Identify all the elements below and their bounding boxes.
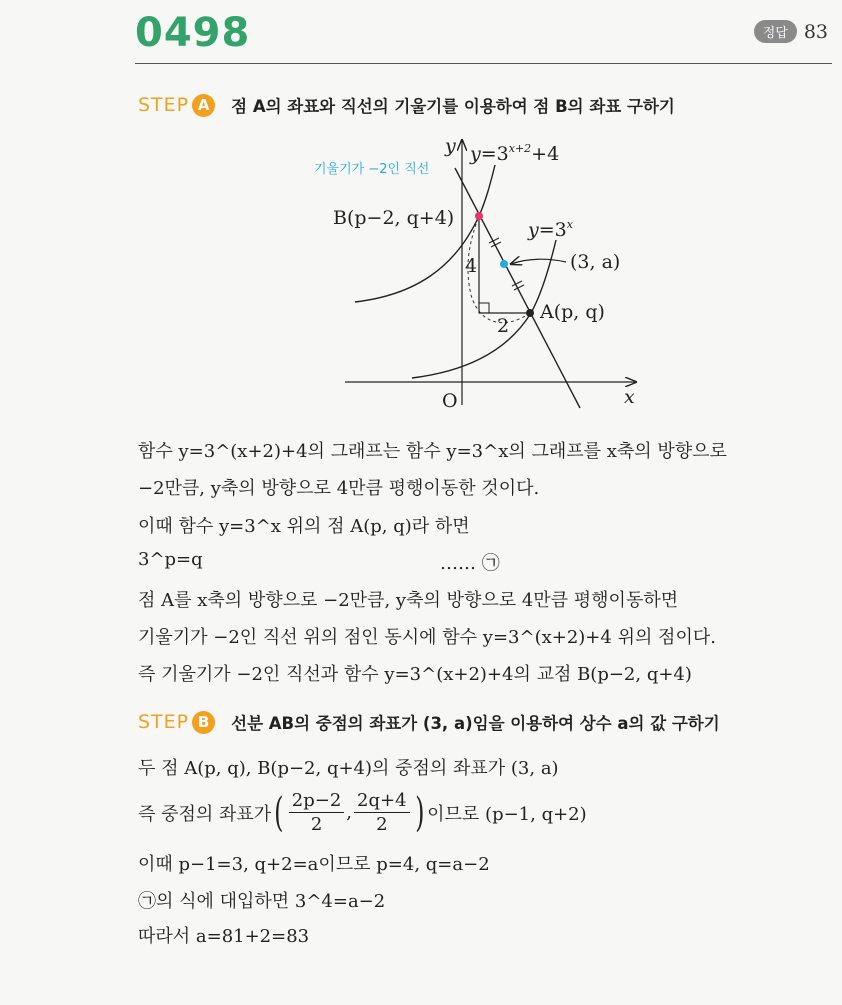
step-b-title: 선분 AB의 중점의 좌표가 (3, a)임을 이용하여 상수 a의 값 구하기 — [231, 714, 720, 733]
solution-line-2 — [138, 790, 587, 835]
fraction-1-denominator: 2 — [310, 814, 323, 835]
answer-value: 83 — [803, 20, 828, 43]
curve-lower — [412, 240, 556, 378]
fraction-1-numerator: 2p−2 — [289, 790, 345, 813]
fraction-2-numerator: 2q+4 — [354, 790, 410, 813]
right-angle-mark — [479, 303, 489, 313]
step-a-badge: A — [192, 94, 215, 117]
fraction-2-denominator: 2 — [376, 814, 388, 835]
left-paren: ( — [274, 789, 284, 836]
curve-lower-label: $y=3^x$ — [528, 218, 573, 241]
solution-line-1: 두 점 A(p, q), B(p−2, q+4)의 중점의 좌표가 (3, a) — [138, 758, 559, 779]
midpoint-arrow — [511, 259, 566, 264]
problem-number: 0498 — [135, 10, 251, 56]
curve-upper-label: $y=3^{x+2}+4$ — [470, 142, 560, 165]
explanation-line-3: 이때 함수 y=3^x 위의 점 A(p, q)라 하면 — [138, 516, 470, 537]
step-a-title: 점 A의 좌표와 직선의 기울기를 이용하여 점 B의 좌표 구하기 — [231, 97, 675, 116]
explanation-line-1: 함수 y=3^(x+2)+4의 그래프는 함수 y=3^x의 그래프를 x축의 방향으로 — [138, 441, 727, 462]
curve-upper — [355, 165, 495, 302]
solution-line-4: ㉠의 식에 대입하면 3^4=a−2 — [138, 891, 386, 912]
equation-1: 3^p=q — [138, 549, 203, 570]
run-label: 2 — [497, 315, 510, 337]
step-b-badge: B — [192, 711, 215, 734]
solution-line-2-prefix: 즉 중점의 좌표가 — [138, 803, 272, 825]
explanation-line-7: 즉 기울기가 −2인 직선과 함수 y=3^(x+2)+4의 교점 B(p−2, q+4) — [138, 664, 692, 685]
translation-path — [468, 216, 530, 323]
solution-line-3: 이때 p−1=3, q+2=a이므로 p=4, q=a−2 — [138, 854, 490, 875]
rise-label: 4 — [465, 255, 478, 277]
point-a-dot — [526, 309, 534, 317]
equation-1-ref: …… ㉠ — [440, 553, 500, 574]
point-a-label: A(p, q) — [540, 301, 605, 323]
step-b-word: STEP — [138, 711, 190, 733]
fraction-comma: , — [346, 802, 353, 823]
explanation-line-5: 점 A를 x축의 방향으로 −2만큼, y축의 방향으로 4만큼 평행이동하면 — [138, 590, 679, 611]
point-b-label: B(p−2, q+4) — [333, 207, 455, 229]
solution-line-5: 따라서 a=81+2=83 — [138, 926, 310, 947]
right-paren: ) — [414, 789, 425, 836]
fraction-1 — [289, 790, 345, 835]
x-axis-label: x — [624, 386, 635, 408]
solution-line-2-suffix: 이므로 (p−1, q+2) — [427, 803, 587, 825]
midpoint-dot — [500, 260, 508, 268]
step-a-word: STEP — [138, 94, 190, 116]
point-b-dot — [475, 212, 483, 220]
fraction-2 — [354, 790, 410, 835]
y-axis-label: y — [445, 135, 456, 157]
explanation-line-6: 기울기가 −2인 직선 위의 점인 동시에 함수 y=3^(x+2)+4 위의 점이다. — [138, 627, 716, 648]
slope-note: 기울기가 −2인 직선 — [314, 162, 430, 177]
step-b-heading — [138, 710, 720, 734]
answer-badge: 정답 — [754, 20, 797, 43]
explanation-line-2: −2만큼, y축의 방향으로 4만큼 평행이동한 것이다. — [138, 478, 540, 499]
origin-label: O — [442, 390, 458, 412]
midpoint-label: (3, a) — [570, 251, 621, 273]
